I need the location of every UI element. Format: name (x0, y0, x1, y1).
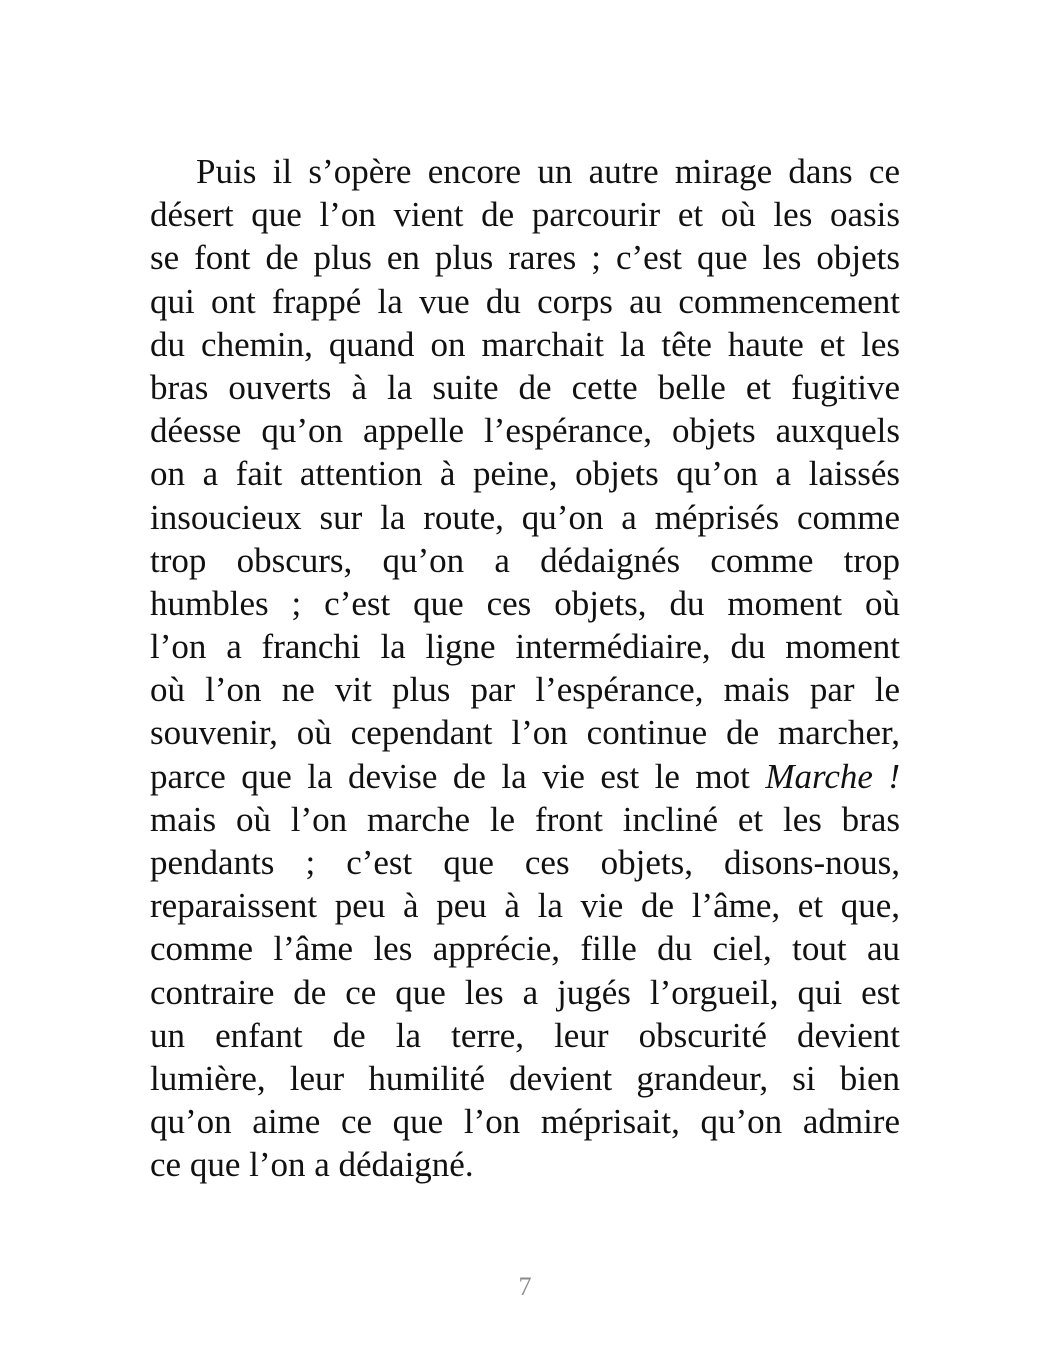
text-line: Puis il s’opère encore un autre mirage dans ce (196, 152, 900, 191)
text-line: trop obscurs, qu’on a dédaignés comme trop (150, 540, 900, 580)
text-line: on a fait attention à peine, objets qu’on a laissés (150, 454, 900, 494)
text-line-last: ce que l’on a dédaigné. (150, 1145, 474, 1185)
page-number: 7 (518, 1272, 532, 1301)
text-line: déesse qu’on appelle l’espérance, objets auxquels (150, 411, 900, 451)
italic-phrase: Marche ! (765, 756, 900, 796)
text-line: qu’on aime ce que l’on méprisait, qu’on admire (150, 1102, 900, 1142)
text-line: pendants ; c’est que ces objets, disons-nous, (150, 843, 900, 882)
text-line: comme l’âme les apprécie, fille du ciel, tout au (150, 929, 900, 969)
text-line: où l’on ne vit plus par l’espérance, mais par le (150, 670, 900, 710)
text-line: désert que l’on vient de parcourir et où les oasis (150, 195, 900, 235)
text-line: l’on a franchi la ligne intermédiaire, du moment (150, 627, 900, 667)
text-line: contraire de ce que les a jugés l’orgueil, qui est (150, 972, 900, 1012)
text-line: souvenir, où cependant l’on continue de marcher, (150, 713, 900, 753)
text-line: un enfant de la terre, leur obscurité devient (150, 1015, 900, 1055)
text-line: se font de plus en plus rares ; c’est que les objets (150, 238, 900, 278)
text-line: qui ont frappé la vue du corps au commencement (150, 281, 900, 321)
text-line: reparaissent peu à peu à la vie de l’âme, et que, (150, 886, 900, 926)
text-line: humbles ; c’est que ces objets, du moment où (150, 583, 900, 623)
text-line-segment: parce que la devise de la vie est le mot (150, 756, 750, 796)
text-line: lumière, leur humilité devient grandeur, si bien (150, 1058, 900, 1098)
text-line-with-italic (150, 755, 900, 798)
text-line: du chemin, quand on marchait la tête haute et les (150, 324, 900, 364)
text-line: mais où l’on marche le front incliné et les bras (150, 799, 900, 839)
text-line: bras ouverts à la suite de cette belle et fugitive (150, 367, 900, 407)
text-line: insoucieux sur la route, qu’on a méprisés comme (150, 497, 900, 537)
paragraph (150, 150, 900, 1187)
